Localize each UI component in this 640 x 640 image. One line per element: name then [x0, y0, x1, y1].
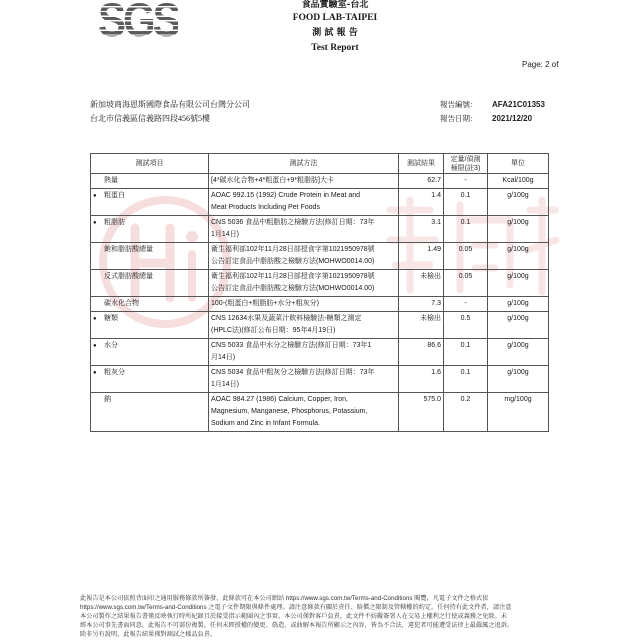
test-result-cell: 86.6	[399, 339, 444, 366]
bullet-marker: ●	[93, 316, 97, 322]
test-item-name: 熱量	[104, 177, 118, 184]
detection-limit-cell: 0.05	[444, 270, 488, 297]
table-row	[91, 393, 549, 432]
test-item-name: 粗蛋白	[104, 192, 125, 199]
test-item-cell	[91, 270, 209, 297]
table-row	[91, 312, 549, 339]
test-method-cell: [4*碳水化合物+4*粗蛋白+9*粗脂肪]大卡	[209, 174, 399, 189]
test-item-name: 粗灰分	[104, 369, 125, 376]
test-result-cell: 62.7	[399, 174, 444, 189]
table-row	[91, 216, 549, 243]
report-date-value: 2021/12/20	[492, 114, 533, 123]
report-info	[440, 98, 590, 126]
test-result-cell: 7.3	[399, 297, 444, 312]
report-date-row	[440, 112, 590, 126]
footer-terms	[80, 594, 578, 639]
test-item-cell	[91, 216, 209, 243]
unit-cell: g/100g	[488, 216, 549, 243]
test-item-cell	[91, 339, 209, 366]
header-test-item: 測試項目	[91, 154, 209, 174]
test-result-cell: 未檢出	[399, 312, 444, 339]
report-number-label: 報告編號：	[440, 100, 478, 109]
report-number-row	[440, 98, 590, 112]
test-result-cell: 未檢出	[399, 270, 444, 297]
table-row	[91, 366, 549, 393]
footer-line: 經本公司事先書面同意，此報告不可部份複製。任何未經授權的變更、偽造、或曲解本報告所顯示之內容，皆為不合法，違犯者可能遭受法律上最嚴厲之追訴。	[80, 622, 514, 629]
test-method-cell: 衛生福利部102年11月28日部授食字第1021950978號 公告訂定食品中脂肪酸之檢驗方法(MOHWO0014.00)	[209, 243, 399, 270]
header-detection-limit	[444, 154, 488, 174]
table-row	[91, 297, 549, 312]
header-unit: 單位	[488, 154, 549, 174]
test-item-cell	[91, 312, 209, 339]
footer-line: 此報告是本公司依照背面印之通用服務條款所簽發，此條款可在本公司網站 https://www.sgs.com.tw/Terms-and-Conditions 閱覽，凡電子文件之格式依	[80, 595, 489, 602]
test-item-name: 水分	[104, 342, 118, 349]
bullet-marker: ●	[93, 370, 97, 376]
test-result-cell: 3.1	[399, 216, 444, 243]
client-address: 台北市信義區信義路四段456號5樓	[90, 114, 210, 123]
detection-limit-cell: 0.5	[444, 312, 488, 339]
test-item-name: 鈉	[104, 396, 111, 403]
test-item-name: 糖類	[104, 315, 118, 322]
unit-cell: g/100g	[488, 189, 549, 216]
header-detection-limit-line2: 極限(註3)	[450, 164, 481, 172]
test-item-cell	[91, 174, 209, 189]
header-detection-limit-line1: 定量/偵測	[450, 155, 481, 163]
detection-limit-cell: 0.05	[444, 243, 488, 270]
footer-line: https://www.sgs.com.tw/Terms-and-Conditions 之電子文件期限與條件處理。請注意條款有關於責任、賠償之限制及管轄權的約定。任何持有此文件者，請注意	[80, 604, 512, 611]
test-method-cell: AOAC 992.15 (1992) Crude Protein in Meat and Meat Products Including Pet Foods	[209, 189, 399, 216]
test-result-cell: 1.4	[399, 189, 444, 216]
results-body	[91, 174, 549, 432]
test-method-cell: CNS 12634水果及蔬菜汁飲料檢驗法-糖類之測定 (HPLC法)(修訂公布日期：95年4月19日)	[209, 312, 399, 339]
unit-cell: g/100g	[488, 270, 549, 297]
unit-cell: g/100g	[488, 339, 549, 366]
unit-cell: mg/100g	[488, 393, 549, 432]
detection-limit-cell: 0.1	[444, 366, 488, 393]
report-title-zh: 測 試 報 告	[312, 28, 358, 38]
test-method-cell: CNS 5036 食品中粗脂肪之檢驗方法(修訂日期：73年 1月14日)	[209, 216, 399, 243]
results-table	[90, 153, 549, 432]
table-header-row	[91, 154, 549, 174]
table-row	[91, 189, 549, 216]
test-method-cell: CNS 5034 食品中粗灰分之檢驗方法(修訂日期：73年 1月14日)	[209, 366, 399, 393]
test-item-cell	[91, 243, 209, 270]
test-method-cell: CNS 5033 食品中水分之檢驗方法(修訂日期：73年1 月14日)	[209, 339, 399, 366]
table-row	[91, 243, 549, 270]
test-item-name: 碳水化合物	[104, 300, 139, 307]
client-name: 新加坡商海恩斯國際食品有限公司台灣分公司	[90, 100, 250, 109]
footer-line: 除非另有說明，此報告結果僅對測試之樣品負責。	[80, 631, 217, 638]
test-method-cell: 100-(粗蛋白+粗脂肪+水分+粗灰分)	[209, 297, 399, 312]
unit-cell: g/100g	[488, 312, 549, 339]
unit-cell: Kcal/100g	[488, 174, 549, 189]
table-row	[91, 270, 549, 297]
detection-limit-cell: 0.2	[444, 393, 488, 432]
lab-name-zh: 食品實驗室-台北	[301, 0, 369, 10]
detection-limit-cell: 0.1	[444, 189, 488, 216]
test-item-name: 粗脂肪	[104, 219, 125, 226]
test-method-cell: AOAC 984.27 (1986) Calcium, Copper, Iron, Magnesium, Manganese, Phosphorus, Potassium, Sodium and Zinc in Infant Formula.	[209, 393, 399, 432]
test-result-cell: 1.6	[399, 366, 444, 393]
bullet-marker: ●	[93, 193, 97, 199]
table-row	[91, 174, 549, 189]
table-row	[91, 339, 549, 366]
test-item-name: 反式脂肪酸總量	[104, 273, 153, 280]
bullet-marker: ●	[93, 220, 97, 226]
test-method-cell: 衛生福利部102年11月28日部授食字第1021950978號 公告訂定食品中脂肪酸之檢驗方法(MOHWO0014.00)	[209, 270, 399, 297]
header-test-method: 測試方法	[209, 154, 399, 174]
detection-limit-cell: 0.1	[444, 216, 488, 243]
sgs-logo: SGS	[98, 0, 178, 47]
lab-name-en: FOOD LAB-TAIPEI	[292, 13, 378, 23]
test-item-cell	[91, 393, 209, 432]
unit-cell: g/100g	[488, 243, 549, 270]
report-date-label: 報告日期：	[440, 114, 478, 123]
test-item-cell	[91, 366, 209, 393]
header-test-result: 測試結果	[399, 154, 444, 174]
unit-cell: g/100g	[488, 366, 549, 393]
test-item-name: 飽和脂肪酸總量	[104, 246, 153, 253]
detection-limit-cell: -	[444, 174, 488, 189]
test-item-cell	[91, 297, 209, 312]
client-block	[90, 98, 420, 126]
test-result-cell: 1.49	[399, 243, 444, 270]
test-result-cell: 575.0	[399, 393, 444, 432]
unit-cell: g/100g	[488, 297, 549, 312]
report-title-en: Test Report	[311, 43, 359, 53]
page-number: Page: 2 of	[522, 60, 559, 69]
test-item-cell	[91, 189, 209, 216]
report-number-value: AFA21C01353	[492, 100, 545, 109]
detection-limit-cell: 0.1	[444, 339, 488, 366]
bullet-marker: ●	[93, 343, 97, 349]
detection-limit-cell: -	[444, 297, 488, 312]
footer-line: 本公司製作之結果報告書僅反映執行時所紀錄且於接受指示範圍內之事實。本公司僅對客戶負責，此文件不妨礙簽署人在交易上權利之行使或義務之免除。未	[80, 613, 507, 620]
